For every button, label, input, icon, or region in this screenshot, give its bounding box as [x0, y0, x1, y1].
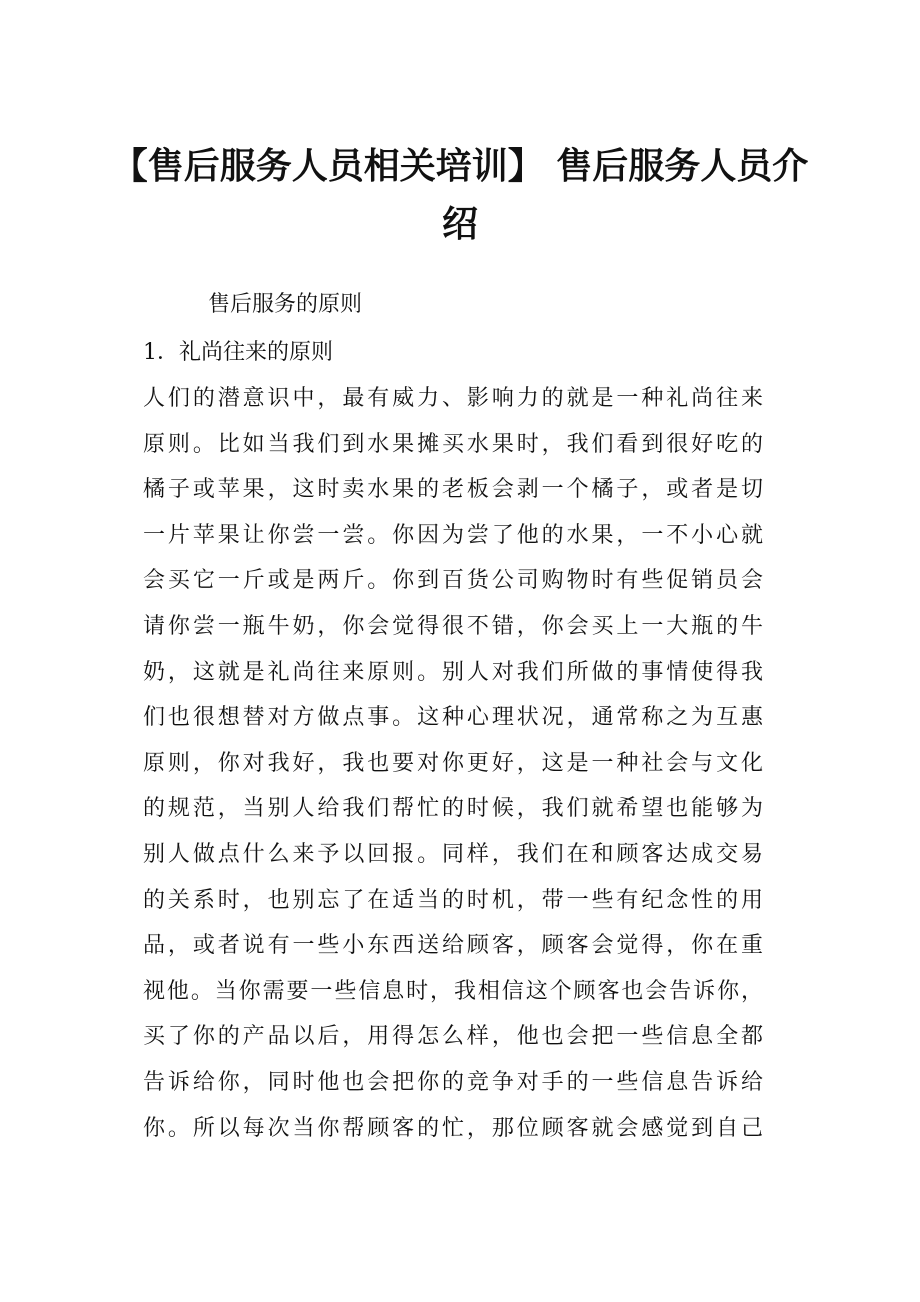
- body-line: 橘子或苹果，这时卖水果的老板会剥一个橘子，或者是切: [143, 477, 763, 503]
- body-line: 一片苹果让你尝一尝。你因为尝了他的水果，一不小心就: [143, 522, 763, 548]
- body-line: 们也很想替对方做点事。这种心理状况，通常称之为互惠: [143, 705, 763, 731]
- sub-heading: 1．礼尚往来的原则: [143, 340, 333, 365]
- body-line: 的关系时，也别忘了在适当的时机，带一些有纪念性的用: [143, 887, 763, 913]
- body-line: 你。所以每次当你帮顾客的忙，那位顾客就会感觉到自己: [143, 1115, 763, 1141]
- body-line: 奶，这就是礼尚往来原则。别人对我们所做的事情使得我: [143, 659, 763, 685]
- body-line: 人们的潜意识中，最有威力、影响力的就是一种礼尚往来: [143, 386, 763, 411]
- document-title: 【售后服务人员相关培训】 售后服务人员介绍: [111, 146, 809, 245]
- body-line: 品，或者说有一些小东西送给顾客，顾客会觉得，你在重: [143, 933, 763, 959]
- body-line: 的规范，当别人给我们帮忙的时候，我们就希望也能够为: [143, 796, 763, 822]
- body-line: 原则。比如当我们到水果摊买水果时，我们看到很好吃的: [143, 431, 763, 457]
- body-line: 视他。当你需要一些信息时，我相信这个顾客也会告诉你，: [143, 978, 763, 1004]
- body-line: 原则，你对我好，我也要对你更好，这是一种社会与文化: [143, 750, 763, 776]
- body-line: 买了你的产品以后，用得怎么样，他也会把一些信息全都: [143, 1024, 763, 1050]
- body-line: 告诉给你，同时他也会把你的竞争对手的一些信息告诉给: [143, 1069, 763, 1095]
- body-paragraph: [143, 376, 763, 1151]
- body-line: 请你尝一瓶牛奶，你会觉得很不错，你会买上一大瓶的牛: [143, 613, 763, 639]
- body-line: 别人做点什么来予以回报。同样，我们在和顾客达成交易: [143, 841, 763, 867]
- body-line: 会买它一斤或是两斤。你到百货公司购物时有些促销员会: [143, 568, 763, 594]
- section-heading: 售后服务的原则: [208, 292, 363, 317]
